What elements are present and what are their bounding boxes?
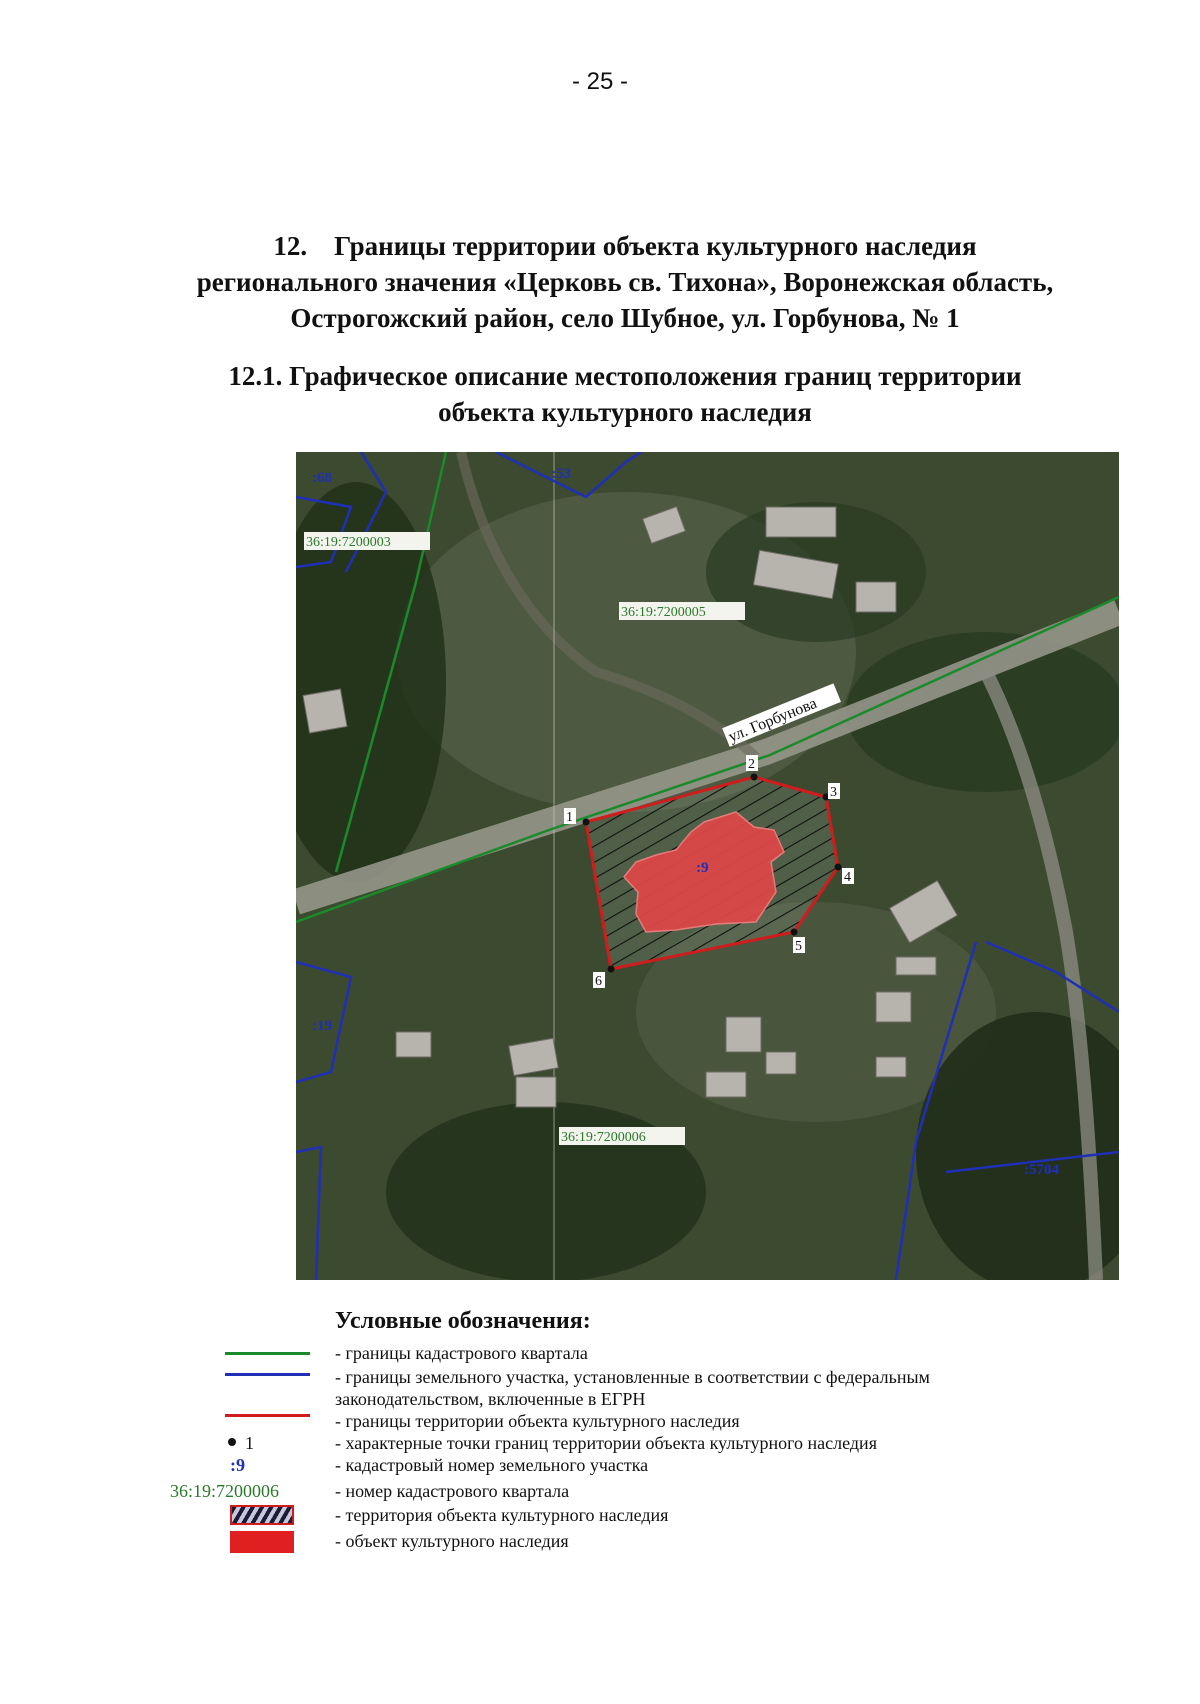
section-heading xyxy=(150,228,1100,336)
legend-item-heritage-territory xyxy=(180,1504,1080,1526)
point-icon xyxy=(180,1432,320,1454)
red-rect-icon xyxy=(180,1530,320,1552)
subsection-heading xyxy=(150,358,1100,430)
parcel-label-19: :19 xyxy=(312,1018,332,1034)
legend-item-heritage-boundary xyxy=(180,1410,1080,1432)
parcel-number-sample xyxy=(180,1454,320,1476)
section-heading-line-2: регионального значения «Церковь св. Тихона», Воронежская область, xyxy=(196,267,1054,297)
point-icon-label: 1 xyxy=(245,1433,254,1453)
quarter-number-sample xyxy=(170,1480,310,1502)
aerial-map xyxy=(296,452,1119,1280)
parcel-label-68: :68 xyxy=(312,470,332,486)
boundary-point-1 xyxy=(583,819,590,826)
legend-text: - границы земельного участка, установленные в соответствии с федеральным xyxy=(335,1367,930,1387)
legend-text: - кадастровый номер земельного участка xyxy=(335,1455,649,1475)
street-label: ул. Горбунова xyxy=(726,694,820,746)
quarter-label-3: 36:19:7200006 xyxy=(561,1130,646,1145)
point-label-4: 4 xyxy=(844,870,851,885)
red-line-icon xyxy=(180,1410,320,1432)
subsection-heading-line-2: объекта культурного наследия xyxy=(438,397,812,427)
map-svg xyxy=(296,452,1119,1280)
legend-item-boundary-point xyxy=(180,1432,1080,1454)
legend-item-parcel-number xyxy=(180,1454,1080,1476)
legend-text: - номер кадастрового квартала xyxy=(335,1481,570,1501)
legend-text: - территория объекта культурного наследия xyxy=(335,1505,669,1525)
boundary-point-4 xyxy=(835,864,842,871)
quarter-label-2: 36:19:7200005 xyxy=(621,605,706,620)
legend-text: законодательством, включенные в ЕГРН xyxy=(335,1389,646,1409)
section-heading-line-1: 12. Границы территории объекта культурного наследия xyxy=(273,231,977,261)
parcel-label-5704: :5704 xyxy=(1024,1162,1059,1178)
legend-text: - характерные точки границ территории объекта культурного наследия xyxy=(335,1433,877,1453)
point-label-6: 6 xyxy=(595,974,602,989)
point-label-1: 1 xyxy=(566,810,573,825)
legend-item-quarter-boundary xyxy=(180,1342,1080,1364)
point-label-3: 3 xyxy=(830,785,837,800)
parcel-label-53: :53 xyxy=(551,466,571,482)
quarter-number-label: 36:19:7200006 xyxy=(170,1481,280,1501)
point-label-5: 5 xyxy=(795,939,802,954)
legend-item-heritage-object xyxy=(180,1530,1080,1552)
parcel-label-9: :9 xyxy=(696,860,709,876)
point-label-2: 2 xyxy=(748,757,755,772)
legend-item-quarter-number xyxy=(170,1480,1080,1502)
legend-text: - границы кадастрового квартала xyxy=(335,1343,588,1363)
legend-text: - границы территории объекта культурного наследия xyxy=(335,1411,740,1431)
page-number: - 25 - xyxy=(571,68,628,95)
section-heading-line-3: Острогожский район, село Шубное, ул. Горбунова, № 1 xyxy=(290,303,960,333)
legend-text: - объект культурного наследия xyxy=(335,1531,569,1551)
blue-line-icon xyxy=(180,1366,320,1388)
boundary-point-6 xyxy=(608,966,615,973)
boundary-point-5 xyxy=(791,929,798,936)
legend-item-parcel-boundary xyxy=(180,1366,1080,1388)
subsection-heading-line-1: 12.1. Графическое описание местоположения границ территории xyxy=(228,361,1022,391)
hatched-rect-icon xyxy=(180,1504,320,1526)
green-line-icon xyxy=(180,1342,320,1364)
legend-title: Условные обозначения: xyxy=(335,1308,591,1334)
quarter-label-1: 36:19:7200003 xyxy=(306,535,391,550)
parcel-number-label: :9 xyxy=(230,1455,245,1475)
legend-item-parcel-boundary-cont xyxy=(180,1388,1080,1410)
boundary-point-2 xyxy=(751,774,758,781)
